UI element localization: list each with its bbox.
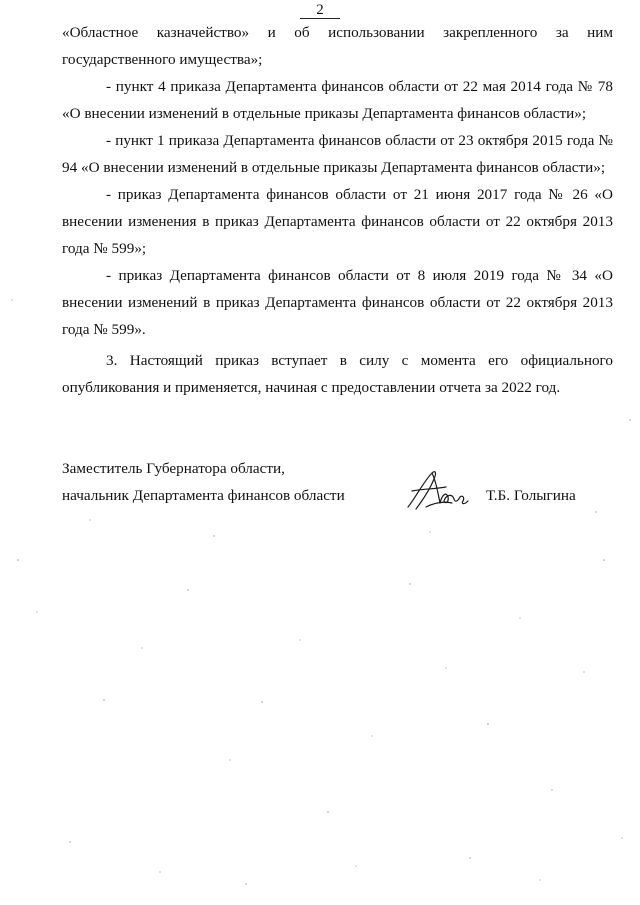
paragraph-clause-3: 3. Настоящий приказ вступает в силу с момента его официального опубликования и применяется, начиная с предоставлении отчета за 2022 год. (62, 352, 613, 396)
signature-block (62, 455, 622, 509)
paragraph-item-1: - пункт 4 приказа Департамента финансов области от 22 мая 2014 года № 78 «О внесении изменений в отдельные приказы Департамента финансов области»; (62, 78, 613, 122)
paragraph-item-4: - приказ Департамента финансов области от 8 июля 2019 года № 34 «О внесении изменений в приказ Департамента финансов области от 22 октября 2013 года № 599». (62, 267, 613, 338)
paragraph-item-3: - приказ Департамента финансов области от 21 июня 2017 года № 26 «О внесении изменения в приказ Департамента финансов области от 22 октября 2013 года № 599»; (62, 186, 613, 257)
paragraph-item-2: - пункт 1 приказа Департамента финансов области от 23 октября 2015 года № 94 «О внесении изменений в отдельные приказы Департамента финансов области»; (62, 132, 613, 176)
document-body (62, 19, 613, 401)
signatory-position-line-1: Заместитель Губернатора области, (62, 460, 285, 477)
paragraph-continuation: «Областное казначейство» и об использовании закрепленного за ним государственного имущества»; (62, 24, 613, 68)
handwritten-signature (402, 467, 472, 513)
signatory-position-line-2: начальник Департамента финансов области (62, 487, 345, 504)
signatory-name: Т.Б. Голыгина (486, 487, 576, 504)
page-number: 2 (316, 2, 324, 18)
